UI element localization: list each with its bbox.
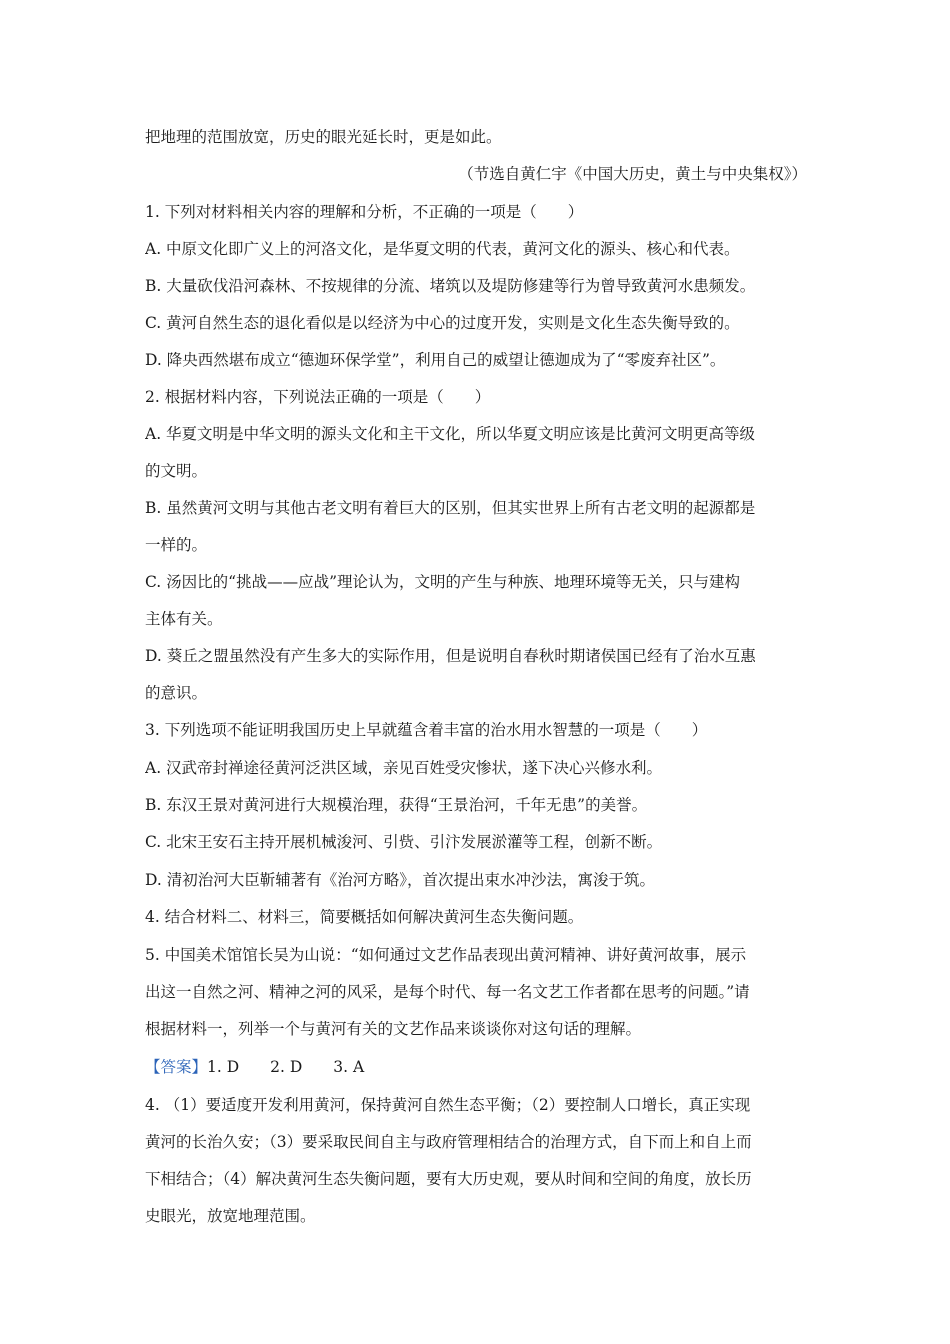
question-2-option-a-line1: A. 华夏文明是中华文明的源头文化和主干文化，所以华夏文明应该是比黄河文明更高等级 (145, 425, 756, 443)
answer-4-line2: 黄河的长治久安；（3）要采取民间自主与政府管理相结合的治理方式，自下而上和自上而 (145, 1133, 752, 1151)
question-4-stem: 4. 结合材料二、材料三，简要概括如何解决黄河生态失衡问题。 (145, 908, 584, 926)
question-2-option-d-line1: D. 葵丘之盟虽然没有产生多大的实际作用，但是说明自春秋时期诸侯国已经有了治水互惠 (145, 647, 756, 665)
answer-4-line3: 下相结合；（4）解决黄河生态失衡问题，要有大历史观，要从时间和空间的角度，放长历 (145, 1170, 752, 1188)
question-3-option-d: D. 清初治河大臣靳辅著有《治河方略》，首次提出束水冲沙法，寓浚于筑。 (145, 871, 655, 889)
question-2-option-a-line2: 的文明。 (145, 462, 208, 480)
question-2-stem: 2. 根据材料内容，下列说法正确的一项是（ ） (145, 388, 491, 406)
question-5-line2: 出这一自然之河、精神之河的风采，是每个时代、每一名文艺工作者都在思考的问题。”请 (145, 983, 750, 1001)
answer-tag: 【答案】 (145, 1058, 208, 1076)
question-3-stem: 3. 下列选项不能证明我国历史上早就蕴含着丰富的治水用水智慧的一项是（ ） (145, 721, 708, 739)
answer-4-line4: 史眼光，放宽地理范围。 (145, 1207, 316, 1225)
question-3-option-c: C. 北宋王安石主持开展机械浚河、引赀、引汴发展淤灌等工程，创新不断。 (145, 833, 663, 851)
question-1-stem: 1. 下列对材料相关内容的理解和分析，不正确的一项是（ ） (145, 203, 584, 221)
question-5-line1: 5. 中国美术馆馆长吴为山说：“如何通过文艺作品表现出黄河精神、讲好黄河故事，展示 (145, 946, 747, 964)
question-2-option-b-line1: B. 虽然黄河文明与其他古老文明有着巨大的区别，但其实世界上所有古老文明的起源都是 (145, 499, 756, 517)
question-1-option-d: D. 降央西然堪布成立“德迦环保学堂”，利用自己的威望让德迦成为了“零废弃社区”。 (145, 351, 726, 369)
question-2-option-b-line2: 一样的。 (145, 536, 208, 554)
intro-line: 把地理的范围放宽，历史的眼光延长时，更是如此。 (145, 128, 502, 146)
answer-line (145, 1056, 813, 1078)
answer-4-line1: 4. （1）要适度开发利用黄河，保持黄河自然生态平衡；（2）要控制人口增长，真正实现 (145, 1096, 751, 1114)
answer-multiple-choice: 1. D 2. D 3. A (207, 1058, 365, 1076)
source-citation: （节选自黄仁宇《中国大历史，黄土与中央集权》） (458, 165, 807, 183)
question-1-option-c: C. 黄河自然生态的退化看似是以经济为中心的过度开发，实则是文化生态失衡导致的。 (145, 314, 740, 332)
question-1-option-b: B. 大量砍伐沿河森林、不按规律的分流、堵筑以及堤防修建等行为曾导致黄河水患频发。 (145, 277, 756, 295)
question-2-option-d-line2: 的意识。 (145, 684, 208, 702)
question-5-line3: 根据材料一，列举一个与黄河有关的文艺作品来谈谈你对这句话的理解。 (145, 1020, 642, 1038)
question-3-option-b: B. 东汉王景对黄河进行大规模治理，获得“王景治河，千年无患”的美誉。 (145, 796, 648, 814)
question-3-option-a: A. 汉武帝封禅途径黄河泛洪区域，亲见百姓受灾惨状，遂下决心兴修水利。 (145, 759, 663, 777)
question-2-option-c-line1: C. 汤因比的“挑战——应战”理论认为，文明的产生与种族、地理环境等无关，只与建构 (145, 573, 741, 591)
question-1-option-a: A. 中原文化即广义上的河洛文化，是华夏文明的代表，黄河文化的源头、核心和代表。 (145, 240, 740, 258)
question-2-option-c-line2: 主体有关。 (145, 610, 223, 628)
